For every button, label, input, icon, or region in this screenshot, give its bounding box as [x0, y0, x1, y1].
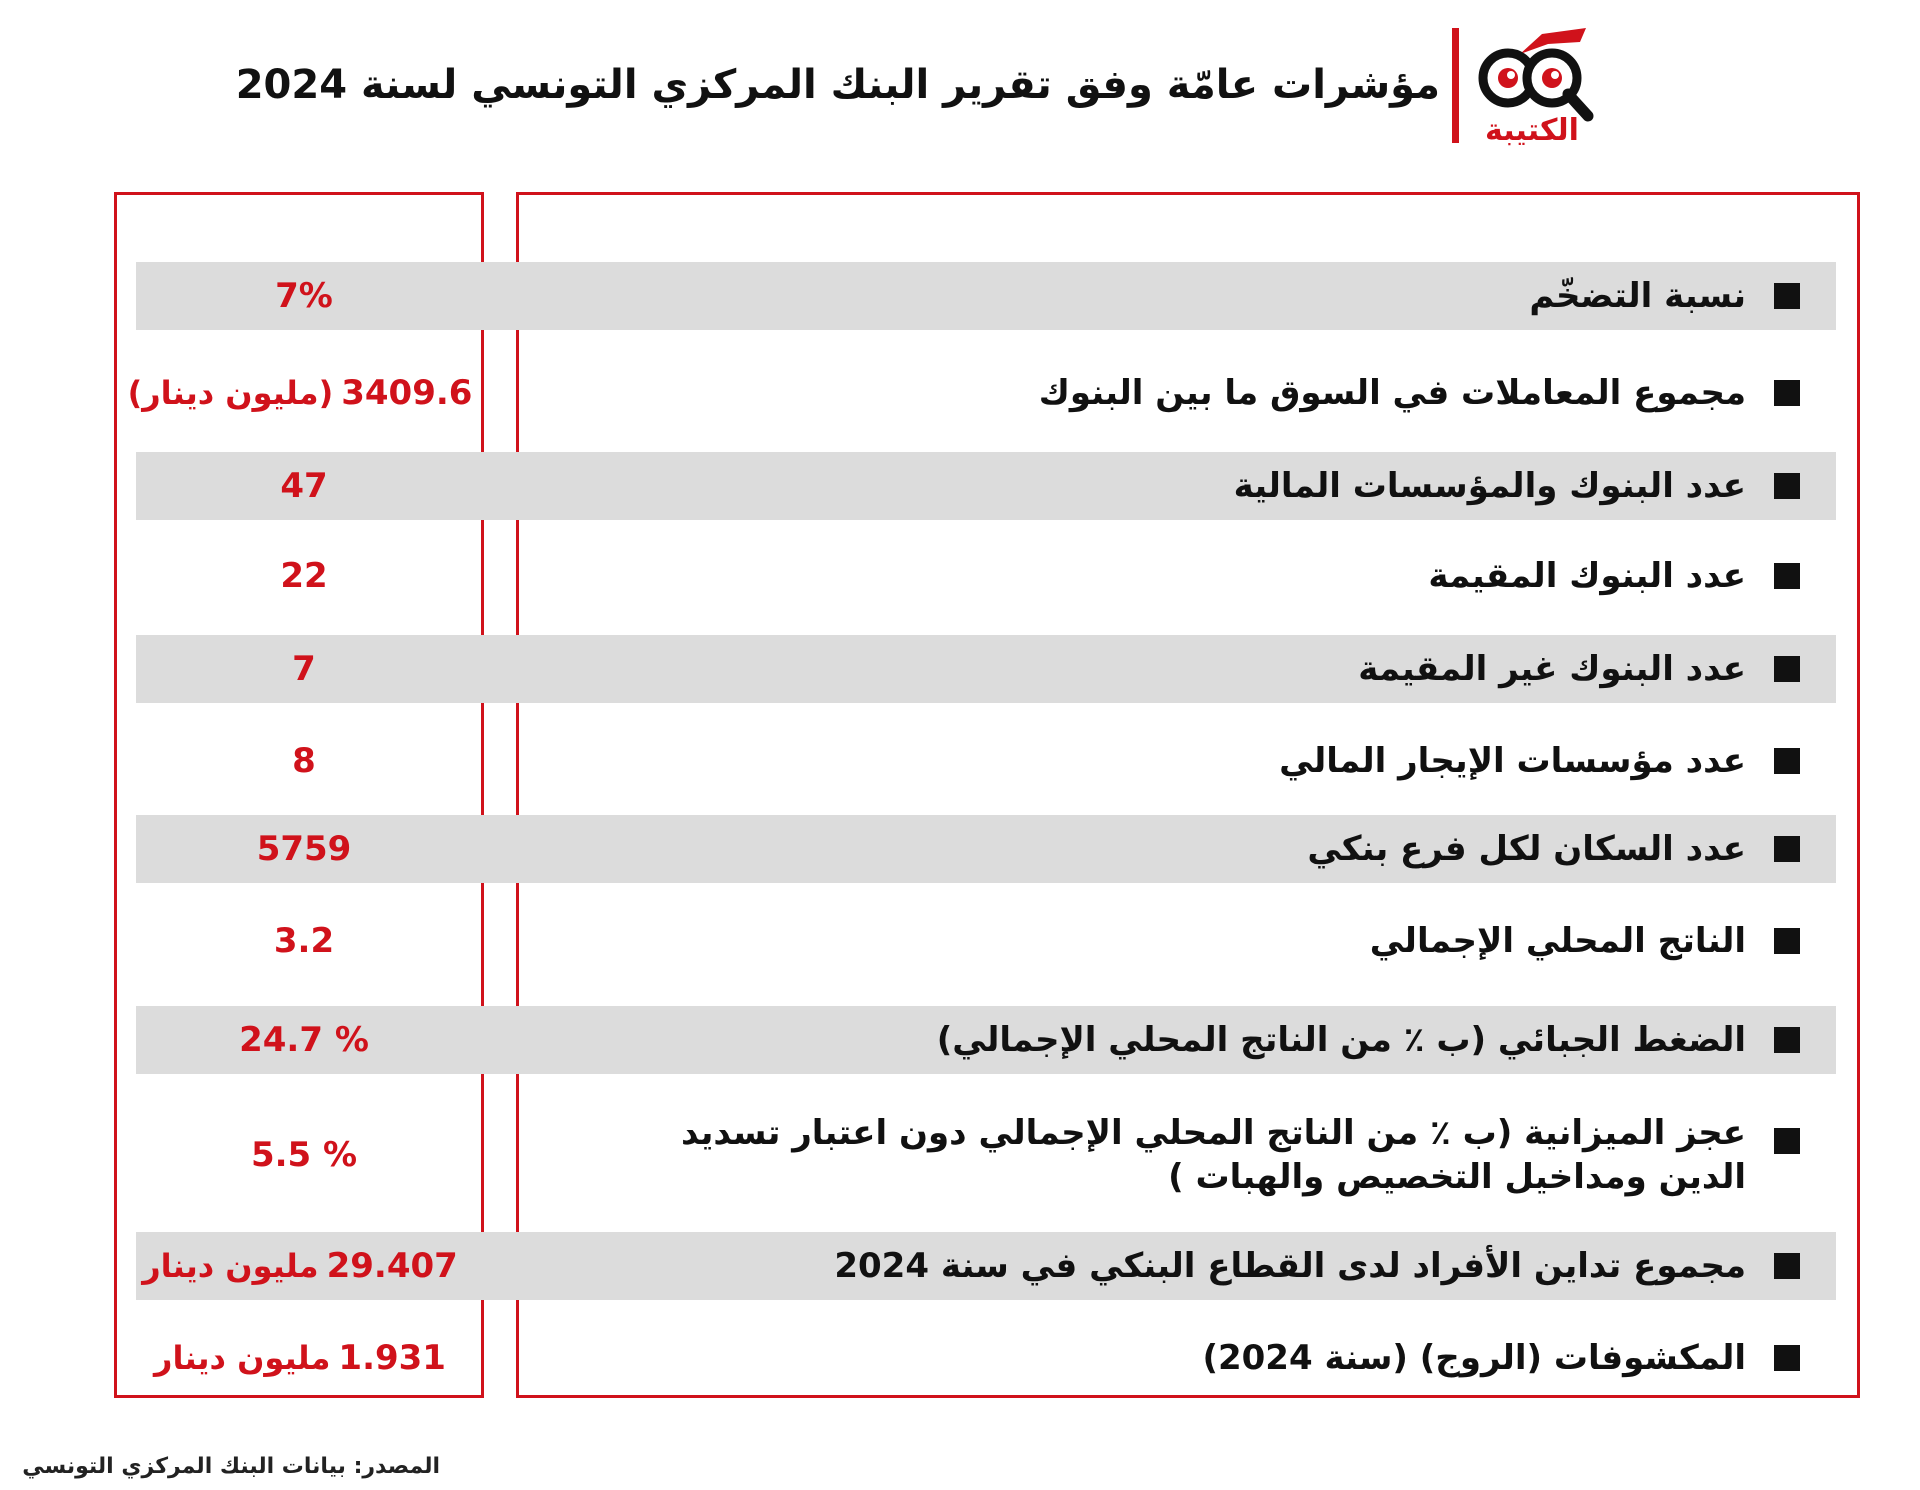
- row-value: 3.2: [273, 921, 335, 961]
- logo-text: الكتيبة: [1485, 113, 1579, 146]
- row-label: عدد البنوك المقيمة: [1428, 556, 1746, 596]
- row-value: 47: [280, 466, 328, 506]
- bullet-icon: [1774, 656, 1800, 682]
- row-label: عدد البنوك والمؤسسات المالية: [1233, 466, 1746, 506]
- table-row: [127, 355, 1836, 431]
- table-row: [136, 1100, 1836, 1210]
- row-label: مجموع تداين الأفراد لدى القطاع البنكي في سنة 2024: [834, 1246, 1746, 1286]
- bullet-icon: [1774, 928, 1800, 954]
- bullet-icon: [1774, 1345, 1800, 1371]
- table-row: [136, 452, 1836, 520]
- table-row: [136, 1232, 1836, 1300]
- bullet-icon: [1774, 748, 1800, 774]
- row-value: % 5.5: [250, 1135, 358, 1175]
- bullet-icon: [1774, 563, 1800, 589]
- row-value: 3409.6 (مليون دينار): [127, 373, 473, 413]
- row-value: 5759: [256, 829, 352, 869]
- row-label: المكشوفات (الروج) (سنة 2024): [1202, 1338, 1746, 1378]
- row-label: عدد البنوك غير المقيمة: [1358, 649, 1746, 689]
- row-value: 7%: [275, 276, 333, 316]
- table-row: [136, 725, 1836, 797]
- row-label: عجز الميزانية (ب ٪ من الناتج المحلي الإجمالي دون اعتبار تسديد الدين ومداخيل التخصيص والهبات ): [680, 1113, 1746, 1197]
- row-value: 1.931 مليون دينار: [154, 1338, 446, 1378]
- table-row: [136, 815, 1836, 883]
- row-value: 7: [292, 649, 316, 689]
- table-row: [136, 1006, 1836, 1074]
- row-value: % 24.7: [239, 1020, 369, 1060]
- row-value: 29.407 مليون دينار: [142, 1246, 458, 1286]
- table-row: [136, 905, 1836, 977]
- bullet-icon: [1774, 1128, 1800, 1154]
- bullet-icon: [1774, 283, 1800, 309]
- row-label: نسبة التضخّم: [1529, 276, 1746, 316]
- bullet-icon: [1774, 473, 1800, 499]
- row-label: عدد مؤسسات الإيجار المالي: [1279, 741, 1746, 781]
- bullet-icon: [1774, 836, 1800, 862]
- bullet-icon: [1774, 380, 1800, 406]
- table-row: [136, 262, 1836, 330]
- row-label: مجموع المعاملات في السوق ما بين البنوك: [1038, 373, 1746, 413]
- row-label: عدد السكان لكل فرع بنكي: [1307, 829, 1746, 869]
- bullet-icon: [1774, 1253, 1800, 1279]
- bullet-icon: [1774, 1027, 1800, 1053]
- row-value: 22: [280, 556, 328, 596]
- row-label: الناتج المحلي الإجمالي: [1369, 921, 1746, 961]
- page-title: مؤشرات عامّة وفق تقرير البنك المركزي التونسي لسنة 2024: [235, 62, 1440, 108]
- row-value: 8: [292, 741, 316, 781]
- table-row: [136, 540, 1836, 612]
- source-note: المصدر: بيانات البنك المركزي التونسي: [22, 1454, 440, 1479]
- table-row: [136, 1322, 1836, 1394]
- table-row: [136, 635, 1836, 703]
- row-label: الضغط الجبائي (ب ٪ من الناتج المحلي الإجمالي): [936, 1020, 1746, 1060]
